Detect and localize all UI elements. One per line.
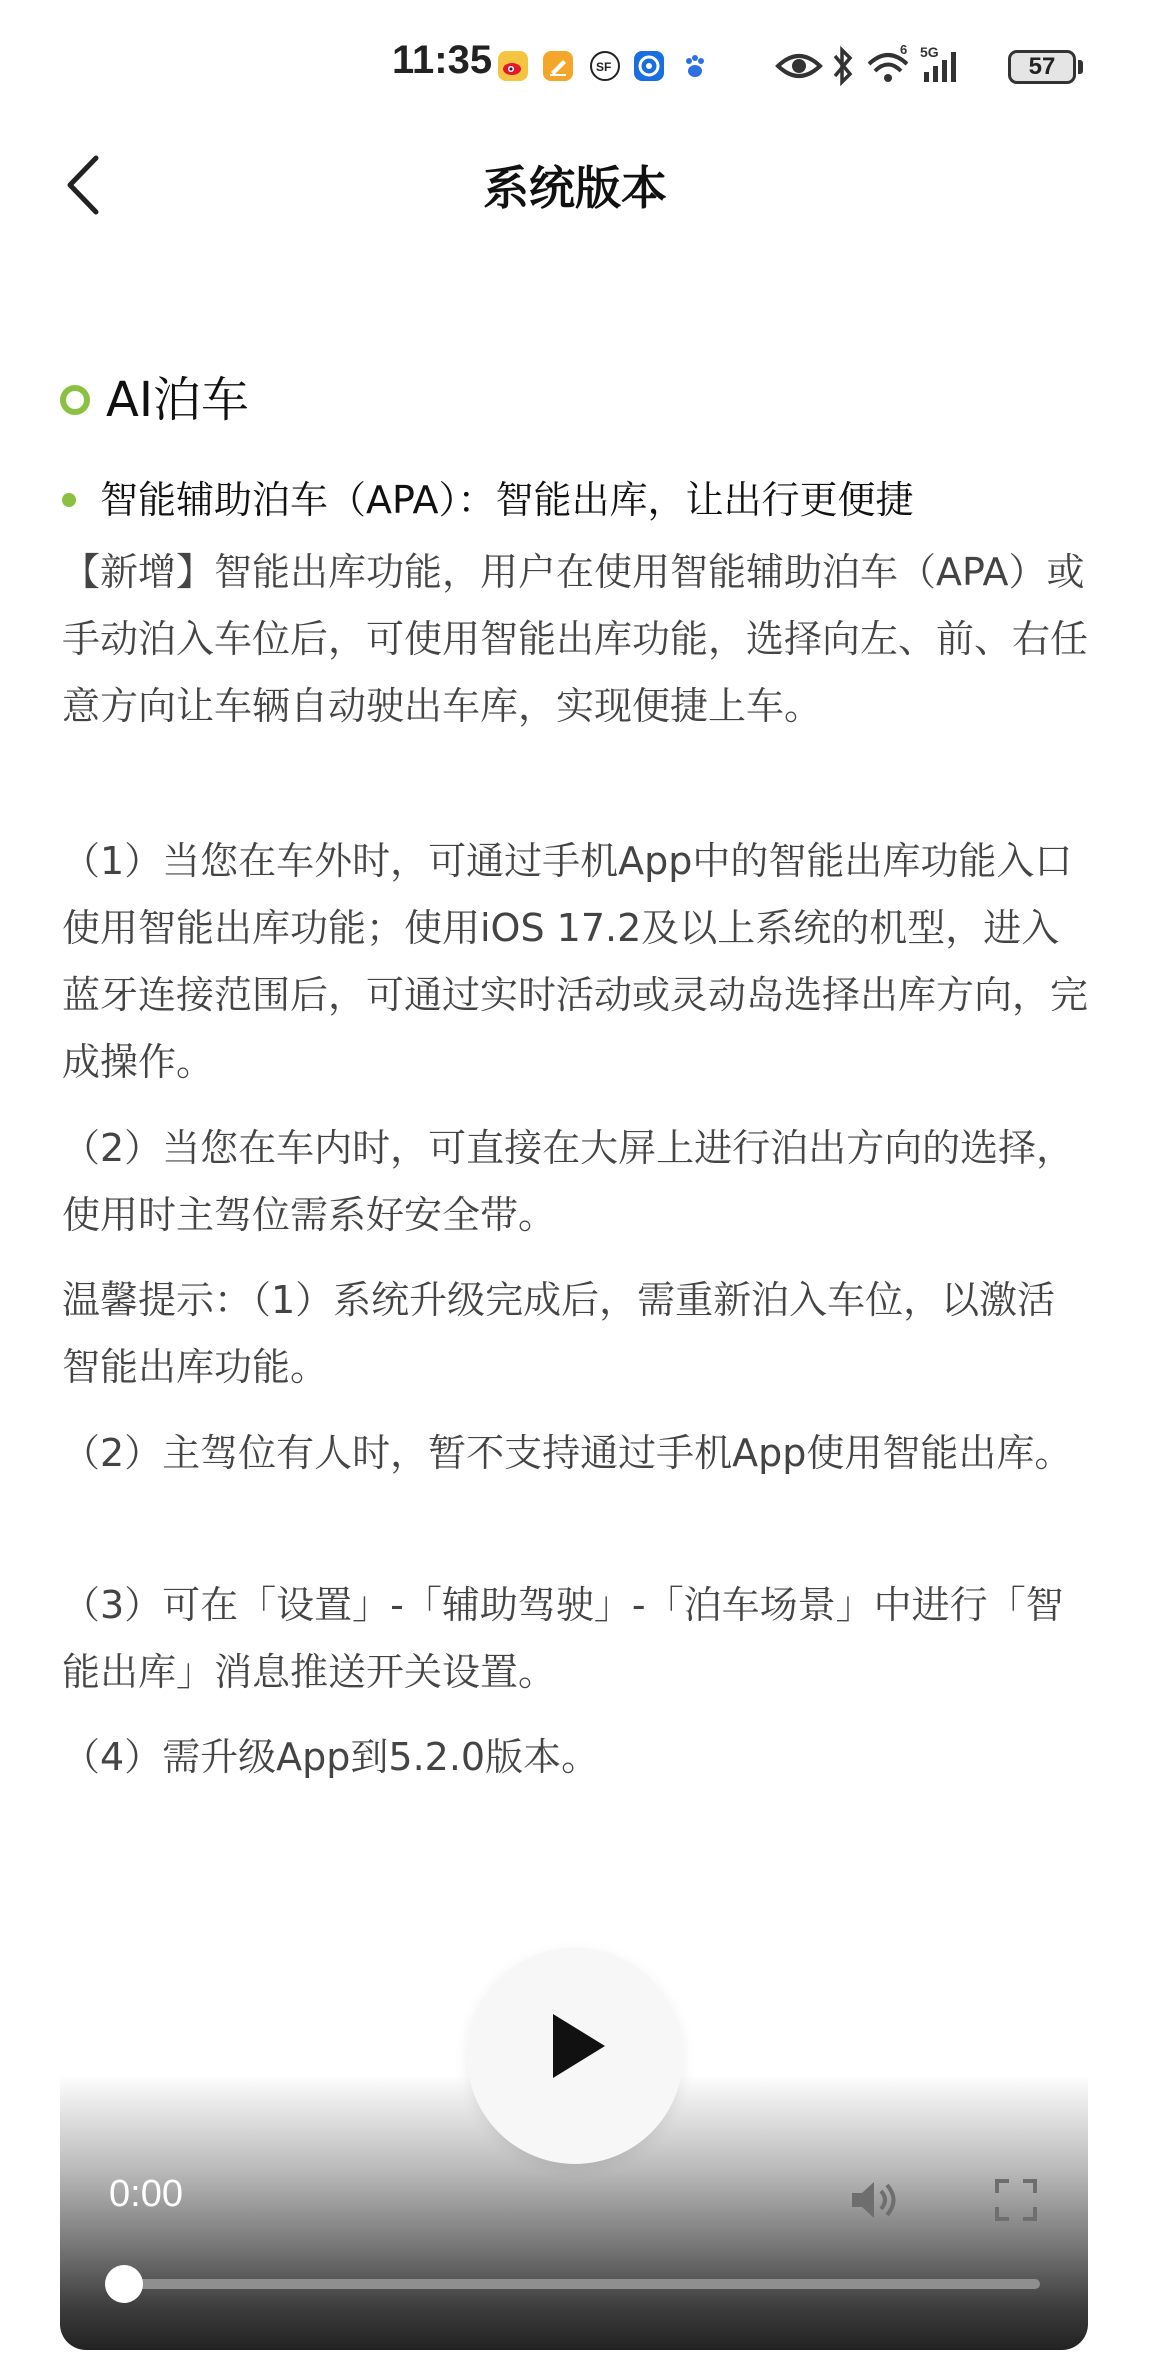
section-heading-text: AI泊车 bbox=[106, 372, 249, 428]
paragraph-settings: （3）可在「设置」-「辅助驾驶」-「泊车场景」中进行「智能出库」消息推送开关设置。 bbox=[62, 1583, 1064, 1694]
video-progress-track[interactable] bbox=[125, 2279, 1040, 2289]
page-title: 系统版本 bbox=[483, 161, 667, 215]
status-time: 11:35 bbox=[392, 38, 493, 82]
sf-express-icon bbox=[590, 51, 620, 81]
browser-app-icon bbox=[634, 51, 664, 81]
paragraph-driver-seat: （2）主驾位有人时，暂不支持通过手机App使用智能出库。 bbox=[62, 1431, 1073, 1475]
feature-heading bbox=[60, 470, 1100, 530]
ring-bullet-icon bbox=[60, 385, 90, 415]
video-progress-thumb[interactable] bbox=[105, 2265, 143, 2303]
wifi-icon bbox=[864, 44, 914, 88]
volume-icon bbox=[846, 2175, 902, 2225]
bluetooth-icon bbox=[830, 44, 856, 88]
battery-icon: 57 bbox=[1008, 50, 1076, 84]
dot-bullet-icon bbox=[62, 493, 76, 507]
fullscreen-button[interactable] bbox=[991, 2175, 1041, 2225]
play-button[interactable] bbox=[467, 1948, 683, 2164]
status-bar bbox=[0, 0, 1150, 135]
signal-label: 5G bbox=[920, 44, 939, 60]
paragraph-outside-car: （1）当您在车外时，可通过手机App中的智能出库功能入口使用智能出库功能；使用iOS 17.2及以上系统的机型，进入蓝牙连接范围后，可通过实时活动或灵动岛选择出库方向，完成操作。 bbox=[62, 839, 1089, 1084]
eye-icon bbox=[775, 44, 823, 88]
svg-text:SF: SF bbox=[596, 60, 612, 74]
baidu-icon bbox=[680, 51, 710, 81]
volume-button[interactable] bbox=[846, 2175, 902, 2225]
cellular-signal-icon bbox=[920, 44, 966, 88]
battery-tip bbox=[1078, 60, 1083, 74]
paragraph-tips: 温馨提示：（1）系统升级完成后，需重新泊入车位，以激活智能出库功能。 bbox=[62, 1278, 1056, 1389]
video-current-time: 0:00 bbox=[109, 2173, 183, 2215]
weibo-icon bbox=[498, 51, 528, 81]
memo-app-icon bbox=[543, 51, 573, 81]
paragraph-inside-car: （2）当您在车内时，可直接在大屏上进行泊出方向的选择，使用时主驾位需系好安全带。 bbox=[62, 1126, 1075, 1237]
paragraph-app-version: （4）需升级App到5.2.0版本。 bbox=[62, 1735, 600, 1779]
wifi-label: 6 bbox=[900, 44, 908, 57]
fullscreen-icon bbox=[991, 2175, 1041, 2225]
paragraph-new-feature: 【新增】智能出库功能，用户在使用智能辅助泊车（APA）或手动泊入车位后，可使用智能出库功能，选择向左、前、右任意方向让车辆自动驶出车库，实现便捷上车。 bbox=[62, 550, 1089, 728]
feature-heading-text: 智能辅助泊车（APA）：智能出库，让出行更便捷 bbox=[100, 478, 914, 522]
play-icon bbox=[553, 2014, 605, 2078]
